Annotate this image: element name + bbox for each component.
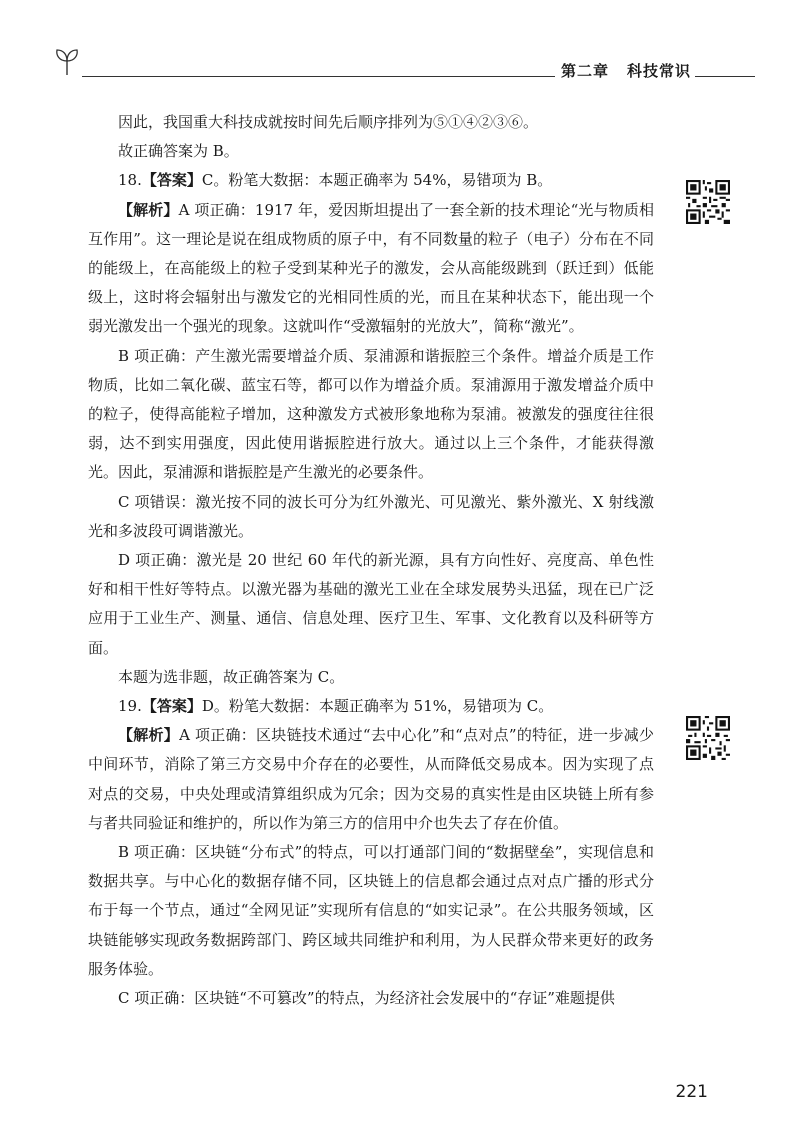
analysis-tag: 【解析】 (118, 200, 179, 219)
header-rule-tail (695, 76, 755, 77)
q18-analysis-c: C 项错误：激光按不同的波长可分为红外激光、可见激光、紫外激光、X 射线激光和多波段可调谐激光。 (88, 492, 654, 540)
q19-analysis-a: 【解析】A 项正确：区块链技术通过“去中心化”和“点对点”的特征，进一步减少中间环节，消除了第三方交易中介存在的必要性，从而降低交易成本。因为实现了点对点的交易，中央处理或清算组织成为冗余；因为交易的真实性是由区块链上所有参与者共同验证和维护的，所以作为第三方的信用中介也失去了存在价值。 (88, 726, 654, 832)
q18-analysis-d: D 项正确：激光是 20 世纪 60 年代的新光源，具有方向性好、亮度高、单色性好和相干性好等特点。以激光器为基础的激光工业在全球发展势头迅猛，现在已广泛应用于工业生产、测量、通信、信息处理、医疗卫生、军事、文化教育以及科研等方面。 (88, 551, 654, 657)
answer-tag: 【答案】 (141, 171, 202, 190)
page-header (50, 46, 755, 86)
chapter-title (561, 60, 691, 81)
qr-code-icon[interactable] (686, 180, 730, 224)
answer-tag: 【答案】 (141, 697, 202, 716)
qr-code-icon[interactable] (686, 716, 730, 760)
sprout-logo-icon (54, 48, 80, 76)
q19-answer: 19.【答案】D。粉笔大数据：本题正确率为 51%，易错项为 C。 (118, 697, 554, 716)
q18-conclusion: 本题为选非题，故正确答案为 C。 (118, 667, 345, 686)
q18-analysis-a: 【解析】A 项正确：1917 年，爱因斯坦提出了一套全新的技术理论“光与物质相互作用”。这一理论是说在组成物质的原子中，有不同数量的粒子（电子）分布在不同的能级上，在高能级上的粒子受到某种光子的激发，会从高能级跳到（跃迁到）低能级上，这时将会辐射出与激发它的光相同性质的光，而且在某种状态下，能出现一个弱光激发出一个强光的现象。这就叫作“受激辐射的光放大”，简称“激光”。 (88, 200, 654, 336)
q19-analysis-b: B 项正确：区块链“分布式”的特点，可以打通部门间的“数据壁垒”，实现信息和数据共享。与中心化的数据存储不同，区块链上的信息都会通过点对点广播的形式分布于每一个节点，通过“全网见证”实现所有信息的“如实记录”。在公共服务领域，区块链能够实现政务数据跨部门、跨区域共同维护和利用，为人民群众带来更好的政务服务体验。 (88, 843, 654, 978)
analysis-tag: 【解析】 (118, 726, 180, 745)
chapter-number: 第二章 (560, 62, 609, 80)
paragraph-answer-17: 故正确答案为 B。 (118, 142, 239, 161)
header-rule (82, 76, 555, 77)
chapter-section: 科技常识 (626, 62, 691, 80)
q19-analysis-c: C 项正确：区块链“不可篡改”的特点，为经济社会发展中的“存证”难题提供 (118, 989, 615, 1008)
q18-analysis-b: B 项正确：产生激光需要增益介质、泵浦源和谐振腔三个条件。增益介质是工作物质，比如二氧化碳、蓝宝石等，都可以作为增益介质。泵浦源用于激发增益介质中的粒子，使得高能粒子增加，这种激发方式被形象地称为泵浦。被激发的强度往往很弱，达不到实用强度，因此使用谐振腔进行放大。通过以上三个条件，才能获得激光。因此，泵浦源和谐振腔是产生激光的必要条件。 (88, 346, 654, 482)
page-number: 221 (675, 1082, 708, 1102)
q18-answer: 18.【答案】C。粉笔大数据：本题正确率为 54%，易错项为 B。 (118, 171, 553, 190)
paragraph-order: 因此，我国重大科技成就按时间先后顺序排列为⑤①④②③⑥。 (118, 113, 539, 131)
page-content (88, 108, 654, 1013)
